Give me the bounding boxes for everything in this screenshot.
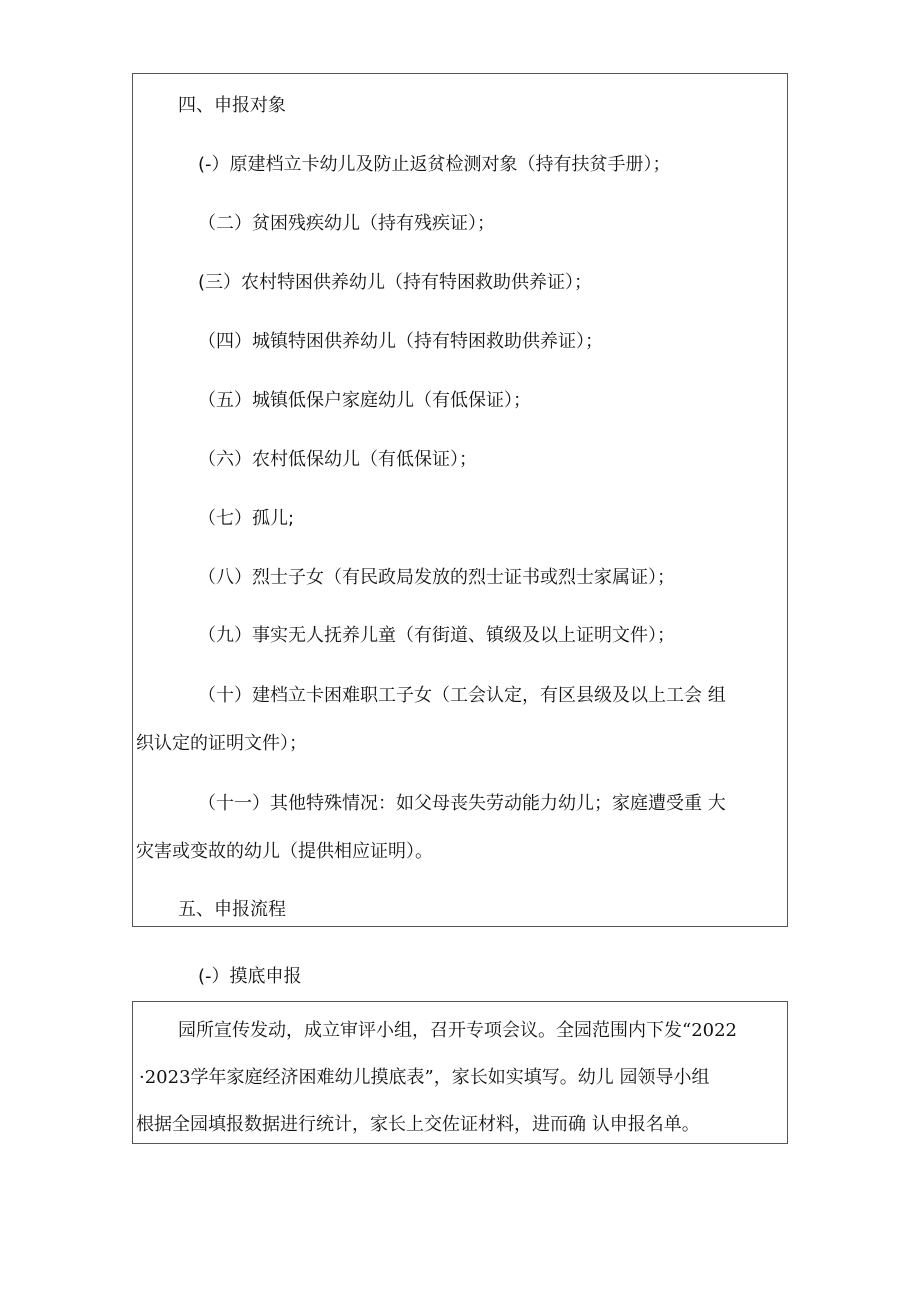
list-item-6: （六）农村低保幼儿（有低保证）； — [198, 449, 477, 470]
paragraph-line-1: 园所宣传发动，成立审评小组，召开专项会议。全园范围内下发“2022 — [178, 1020, 738, 1041]
list-item-1: (-）原建档立卡幼儿及防止返贫检测对象（持有扶贫手册）； — [198, 154, 671, 175]
list-item-10-line-1: （十）建档立卡困难职工子女（工会认定，有区县级及以上工会 组 — [198, 685, 726, 706]
paragraph-line-2: ·2023学年家庭经济困难幼儿摸底表”，家长如实填写。幼儿 园领导小组 — [139, 1067, 710, 1088]
list-item-7: （七）孤儿; — [198, 508, 295, 529]
list-item-4: （四）城镇特困供养幼儿（持有特困救助供养证）； — [198, 331, 603, 352]
list-item-10-line-2: 织认定的证明文件）； — [136, 733, 307, 754]
paragraph-line-3: 根据全园填报数据进行统计，家长上交佐证材料，进而确 认申报名单。 — [136, 1114, 700, 1135]
list-item-5: （五）城镇低保户家庭幼儿（有低保证）； — [198, 390, 531, 411]
list-item-11-line-2: 灾害或变故的幼儿（提供相应证明）。 — [136, 841, 433, 862]
section-heading-5: 五、申报流程 — [178, 899, 286, 920]
list-item-9: （九）事实无人抚养儿童（有街道、镇级及以上证明文件）； — [198, 625, 675, 646]
list-item-3: (三）农村特困供养幼儿（持有特困救助供养证）； — [198, 272, 593, 293]
subheading-survey-report: (-）摸底申报 — [198, 966, 302, 987]
list-item-11-line-1: （十一）其他特殊情况：如父母丧失劳动能力幼儿；家庭遭受重 大 — [198, 793, 726, 814]
list-item-8: （八）烈士子女（有民政局发放的烈士证书或烈士家属证）； — [198, 567, 675, 588]
list-item-2: （二）贫困残疾幼儿（持有残疾证）； — [198, 213, 495, 234]
section-heading-4: 四、申报对象 — [178, 95, 286, 116]
